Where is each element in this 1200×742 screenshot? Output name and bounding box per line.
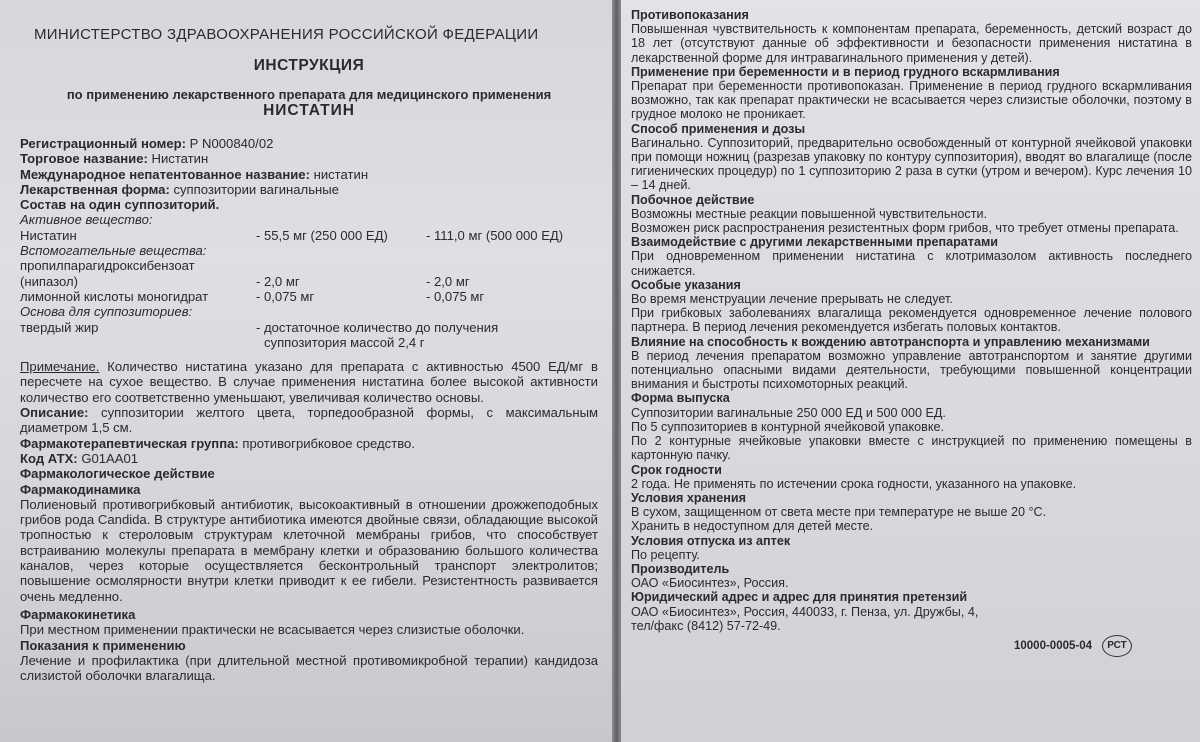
manufacturer-heading: Производитель <box>631 561 730 576</box>
release-form-text-3: По 2 контурные ячейковые упаковки вместе с инструкцией по применению помещены в картонную пачку. <box>631 434 1192 463</box>
description-paragraph: Описание: суппозитории желтого цвета, торпедообразной формы, с максимальным диаметром 1,5 см. <box>20 405 599 436</box>
pharmacokinetics-text: При местном применении практически не всасывается через слизистые оболочки. <box>20 622 525 638</box>
indications-text: Лечение и профилактика (при длительной местной противомикробной терапии) кандидоза слизистой оболочки влагалища. <box>20 652 598 684</box>
pharm-action-heading: Фармакологическое действие <box>20 466 215 482</box>
release-form-text-2: По 5 суппозиториев в контурной ячейковой упаковке. <box>631 419 944 434</box>
note-paragraph: Примечание. Количество нистатина указано для препарата с активностью 4500 ЕД/мг в пересчете на сухое вещество. В случае применения нистатина более высокой активности количество его соответственно уменьшают, увеличивая количество основы. <box>20 359 598 405</box>
indications-heading: Показания к применению <box>20 637 186 653</box>
special-instructions-text-1: Во время менструации лечение прерывать не следует. <box>631 292 953 307</box>
dispensing-text: По рецепту. <box>631 547 700 562</box>
pregnancy-heading: Применение при беременности и в период грудного вскармливания <box>631 64 1060 79</box>
composition-row-fat: твердый жир - достаточное количество до получения <box>20 319 499 335</box>
side-effects-text-1: Возможны местные реакции повышенной чувствительности. <box>631 206 988 221</box>
interactions-heading: Взаимодействие с другими лекарственными препаратами <box>631 235 999 250</box>
address-text-2: тел/факс (8412) 57-72-49. <box>631 618 781 633</box>
composition-row-citric: лимонной кислоты моногидрат - 0,075 мг - 0,075 мг <box>20 288 485 304</box>
right-page <box>621 0 1200 742</box>
certification-mark-icon: РСТ <box>1102 635 1132 657</box>
storage-text-1: В сухом, защищенном от света месте при температуре не выше 20 °С. <box>631 505 1047 520</box>
pharmacodynamics-text: Полиеновый противогрибковый антибиотик, высокоактивный в отношении дрожжеподобных грибов рода Candida. В структуре антибиотика имеются двойные связи, обладающие высокой тропностью к стероловым структурам клеточной мембраны грибов, что способствует встраиванию молекулы препарата в мембрану клетки и образованию большого количества каналов, через которые осуществляется бесконтрольный транспорт электролитов; повышение осмолярности внутри клетки приводит к ее гибели. Резистентность развивается очень медленно. <box>20 496 598 604</box>
shelf-life-text: 2 года. Не применять по истечении срока годности, указанного на упаковке. <box>631 476 1077 491</box>
dosage-form: Лекарственная форма: суппозитории вагинальные <box>20 181 339 197</box>
ministry-header: МИНИСТЕРСТВО ЗДРАВООХРАНЕНИЯ РОССИЙСКОЙ ФЕДЕРАЦИИ <box>34 26 539 43</box>
composition-heading: Состав на один суппозиторий. <box>20 197 220 213</box>
composition-row-nystatin: Нистатин - 55,5 мг (250 000 ЕД) - 111,0 мг (500 000 ЕД) <box>20 227 564 243</box>
atc-code-line: Код АТХ: G01AA01 <box>20 450 139 466</box>
pharmacokinetics-heading: Фармакокинетика <box>20 606 136 622</box>
suppository-base-label: Основа для суппозиториев: <box>20 304 193 320</box>
side-effects-text-2: Возможен риск распространения резистентных форм грибов, что требует отмены препарата. <box>631 221 1179 236</box>
page-fold <box>612 0 621 742</box>
driving-text: В период лечения препаратом возможно управление автотранспортом и занятие другими потенциально опасными видами деятельности, требующими повышенной концентрации внимания и быстроты психомоторных реакций. <box>631 348 1192 392</box>
pharmgroup-line: Фармакотерапевтическая группа: противогрибковое средство. <box>20 435 415 451</box>
address-heading: Юридический адрес и адрес для принятия претензий <box>631 590 968 605</box>
contraindications-heading: Противопоказания <box>631 8 749 22</box>
contraindications-text: Повышенная чувствительность к компонентам препарата, беременность, детский возраст до 18 лет (отсутствуют данные об эффективности и безопасности применения нистатина в лекарственной форме для интравагинального применения у детей). <box>631 22 1192 65</box>
driving-heading: Влияние на способность к вождению автотранспорта и управлению механизмами <box>631 334 1150 349</box>
release-form-heading: Форма выпуска <box>631 391 730 406</box>
fat-value-continued: суппозитория массой 2,4 г <box>264 334 425 350</box>
storage-text-2: Хранить в недоступном для детей месте. <box>631 519 874 534</box>
dosage-text: Вагинально. Суппозиторий, предварительно освобожденный от контурной ячейковой упаковки при помощи ножниц (разрезав упаковку по контуру суппозитория), вводят во влагалище (после гигиенических процедур) по 1 суппозиторию 2 раза в сутки (утром и вечером). Курс лечения 10 – 14 дней. <box>631 135 1192 193</box>
active-substance-label: Активное вещество: <box>20 212 153 228</box>
inn-name: Международное непатентованное название: нистатин <box>20 166 369 182</box>
pharmacodynamics-heading: Фармакодинамика <box>20 481 141 497</box>
registration-number: Регистрационный номер: Р N000840/02 <box>20 136 274 151</box>
side-effects-heading: Побочное действие <box>631 192 755 207</box>
document-subtitle: по применению лекарственного препарата для медицинского применения <box>66 87 552 102</box>
nipazol-name: пропилпарагидроксибензоат <box>20 258 195 274</box>
composition-row-nipazol: (нипазол) - 2,0 мг - 2,0 мг <box>20 273 470 289</box>
trade-name: Торговое название: Нистатин <box>20 151 209 167</box>
excipients-label: Вспомогательные вещества: <box>20 243 207 259</box>
address-text-1: ОАО «Биосинтез», Россия, 440033, г. Пенза, ул. Дружбы, 4, <box>631 604 979 619</box>
document-title: ИНСТРУКЦИЯ <box>253 57 365 74</box>
drug-name: НИСТАТИН <box>263 102 355 119</box>
storage-heading: Условия хранения <box>631 490 746 505</box>
manufacturer-text: ОАО «Биосинтез», Россия. <box>631 576 789 591</box>
dispensing-heading: Условия отпуска из аптек <box>631 533 791 548</box>
release-form-text-1: Суппозитории вагинальные 250 000 ЕД и 500 000 ЕД. <box>631 405 946 420</box>
special-instructions-heading: Особые указания <box>631 277 741 292</box>
special-instructions-text-2: При грибковых заболеваниях влагалища рекомендуется одновременное лечение полового партнера. В период лечения рекомендуется избегать половых контактов. <box>631 306 1192 335</box>
interactions-text: При одновременном применении нистатина с клотримазолом активность последнего снижается. <box>631 249 1192 278</box>
footer-code: 10000-0005-04 <box>1013 639 1092 652</box>
footer-row <box>631 635 1192 657</box>
pregnancy-text: Препарат при беременности противопоказан. Применение в период грудного вскармливания возможно, так как препарат практически не всасывается через слизистые оболочки, поэтому в грудное молоко не проникает. <box>631 79 1192 122</box>
shelf-life-heading: Срок годности <box>631 462 722 477</box>
dosage-heading: Способ применения и дозы <box>631 121 806 136</box>
